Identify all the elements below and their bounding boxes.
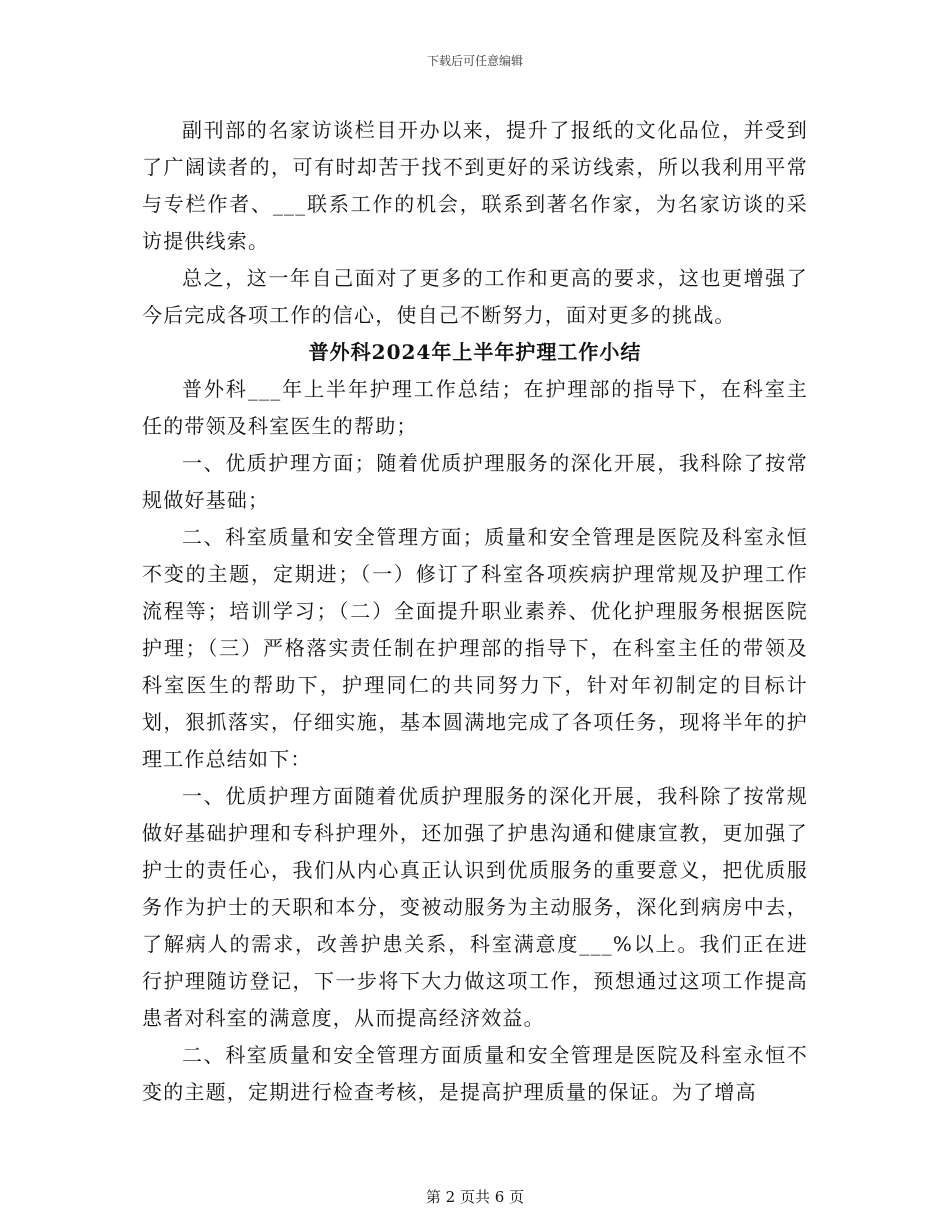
paragraph: 二、科室质量和安全管理方面质量和安全管理是医院及科室永恒不变的主题，定期进行检查考核，是提高护理质量的保证。为了增高 — [142, 1043, 808, 1104]
paragraph: 二、科室质量和安全管理方面；质量和安全管理是医院及科室永恒不变的主题，定期进；（一）修订了科室各项疾病护理常规及护理工作流程等；培训学习；（二）全面提升职业素养、优化护理服务根据医院护理；（三）严格落实责任制在护理部的指导下，在科室主任的带领及科室医生的帮助下，护理同仁的共同努力下，针对年初制定的目标计划，狠抓落实，仔细实施，基本圆满地完成了各项任务，现将半年的护理工作总结如下： — [142, 525, 808, 771]
page-number: 第 2 页共 6 页 — [425, 1188, 525, 1206]
paragraph: 副刊部的名家访谈栏目开办以来，提升了报纸的文化品位，并受到了广阔读者的，可有时却苦于找不到更好的采访线索，所以我利用平常与专栏作者、___联系工作的机会，联系到著名作家，为名家访谈的采访提供线索。 — [142, 118, 808, 253]
paragraph: 总之，这一年自己面对了更多的工作和更高的要求，这也更增强了今后完成各项工作的信心，使自己不断努力，面对更多的挑战。 — [142, 266, 808, 327]
page-header: 下载后可任意编辑 — [426, 54, 523, 68]
document-body — [142, 112, 808, 1111]
paragraph: 普外科___年上半年护理工作总结；在护理部的指导下，在科室主任的带领及科室医生的帮助； — [142, 377, 808, 438]
paragraph: 一、优质护理方面随着优质护理服务的深化开展，我科除了按常规做好基础护理和专科护理外，还加强了护患沟通和健康宣教，更加强了护士的责任心，我们从内心真正认识到优质服务的重要意义，把优质服务作为护士的天职和本分，变被动服务为主动服务，深化到病房中去，了解病人的需求，改善护患关系，科室满意度___%以上。我们正在进行护理随访登记，下一步将下大力做这项工作，预想通过这项工作提高患者对科室的满意度，从而提高经济效益。 — [142, 784, 808, 1030]
paragraph: 一、优质护理方面；随着优质护理服务的深化开展，我科除了按常规做好基础； — [142, 451, 808, 512]
section-title: 普外科2024年上半年护理工作小结 — [308, 340, 642, 364]
